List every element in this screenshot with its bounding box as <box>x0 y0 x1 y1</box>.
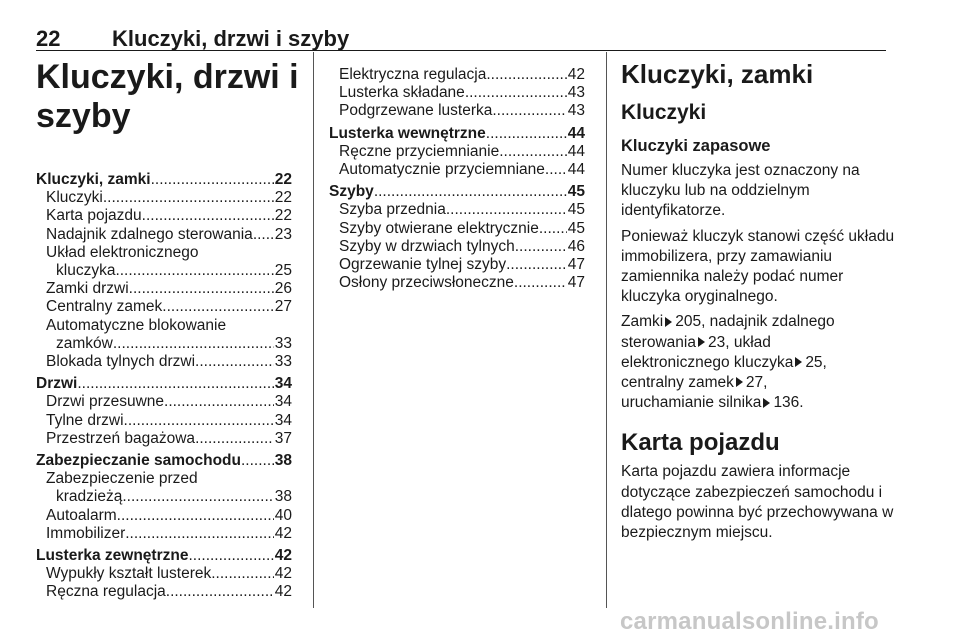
toc-section[interactable]: Drzwi ..... 34 <box>36 375 292 393</box>
toc-entry[interactable]: Lusterka składane ..... 43 <box>329 84 585 102</box>
toc-entry[interactable]: Kluczyki ..... 22 <box>36 189 292 207</box>
toc-column-1 <box>36 171 292 602</box>
toc-entry-line: Układ elektronicznego <box>46 243 199 261</box>
toc-entry[interactable]: kradzieżą ..... 38 <box>36 488 292 506</box>
toc-entry-line: Automatyczne blokowanie <box>46 316 227 334</box>
toc-entry[interactable]: Immobilizer ..... 42 <box>36 525 292 543</box>
toc-section[interactable]: Lusterka zewnętrzne ..... 42 <box>36 547 292 565</box>
page-link[interactable]: 205, nadajnik zdalnego <box>675 313 835 331</box>
toc-entry[interactable]: kluczyka ..... 25 <box>36 262 292 280</box>
paragraph: Karta pojazdu zawiera informacje dotyczące zabezpieczeń samochodu i dlatego powinna być przechowywana w bezpiecznym miejscu. <box>621 463 894 542</box>
content-column <box>621 58 896 543</box>
toc-entry[interactable]: Szyby otwierane elektrycznie ..... 45 <box>329 220 585 238</box>
toc-entry[interactable]: Centralny zamek ..... 27 <box>36 298 292 316</box>
subsection-heading: Kluczyki <box>621 101 707 124</box>
toc-entry[interactable]: Drzwi przesuwne ..... 34 <box>36 393 292 411</box>
toc-entry[interactable]: Autoalarm ..... 40 <box>36 507 292 525</box>
toc-entry[interactable]: Przestrzeń bagażowa ..... 37 <box>36 430 292 448</box>
cross-references: Zamki 205, nadajnik zdalnego sterowania 23, układ elektronicznego kluczyka 25, centralny zamek 27, uruchamianie silnika 136. <box>621 313 835 412</box>
toc-entry[interactable]: Szyba przednia ..... 45 <box>329 201 585 219</box>
page-ref-arrow-icon <box>698 337 705 347</box>
toc-entry[interactable]: Szyby w drzwiach tylnych ..... 46 <box>329 238 585 256</box>
page-ref-arrow-icon <box>665 317 672 327</box>
section-heading: Karta pojazdu <box>621 429 780 457</box>
toc-entry[interactable]: zamków ..... 33 <box>36 335 292 353</box>
toc-entry[interactable]: Nadajnik zdalnego sterowania ..... 23 <box>36 226 292 244</box>
chapter-title: Kluczyki, drzwi i szyby <box>36 58 299 135</box>
paragraph: Numer kluczyka jest oznaczony na kluczyku lub na oddzielnym identyfikatorze. <box>621 162 860 220</box>
page-link[interactable]: 23, układ <box>707 333 771 351</box>
page-link[interactable]: 25, <box>805 353 827 371</box>
toc-entry[interactable]: Wypukły kształt lusterek ..... 42 <box>36 565 292 583</box>
toc-section[interactable]: Zabezpieczanie samochodu ..... 38 <box>36 452 292 470</box>
toc-entry[interactable]: Karta pojazdu ..... 22 <box>36 207 292 225</box>
toc-entry[interactable]: Ręczne przyciemnianie ..... 44 <box>329 143 585 161</box>
page-header <box>36 20 886 51</box>
toc-entry[interactable]: Automatycznie przyciemniane ..... 44 <box>329 161 585 179</box>
section-heading: Kluczyki, zamki <box>621 59 814 89</box>
toc-entry-line: Zabezpieczenie przed <box>46 470 198 488</box>
toc-entry[interactable]: Podgrzewane lusterka ..... 43 <box>329 102 585 120</box>
toc-section[interactable]: Lusterka wewnętrzne ..... 44 <box>329 125 585 143</box>
toc-column-2 <box>329 66 585 292</box>
page-number: 22 <box>36 26 61 51</box>
toc-entry[interactable]: Zamki drzwi ..... 26 <box>36 280 292 298</box>
page-ref-arrow-icon <box>763 398 770 408</box>
page-link[interactable]: 27, <box>745 374 768 392</box>
toc-entry[interactable]: Elektryczna regulacja ..... 42 <box>329 66 585 84</box>
column-divider <box>606 52 607 608</box>
running-title: Kluczyki, drzwi i szyby <box>112 26 350 51</box>
toc-entry[interactable]: Osłony przeciwsłoneczne ..... 47 <box>329 274 585 292</box>
paragraph: Ponieważ kluczyk stanowi część układu immobilizera, przy zamawianiu zamiennika należy podać numer kluczyka oryginalnego. <box>621 227 895 306</box>
toc-entry[interactable]: Ręczna regulacja ..... 42 <box>36 583 292 601</box>
subsubsection-heading: Kluczyki zapasowe <box>621 137 771 155</box>
toc-section[interactable]: Kluczyki, zamki ..... 22 <box>36 171 292 189</box>
toc-section[interactable]: Szyby ..... 45 <box>329 183 585 201</box>
watermark: carmanualsonline.info <box>620 608 879 635</box>
toc-entry[interactable]: Ogrzewanie tylnej szyby ..... 47 <box>329 256 585 274</box>
page-ref-arrow-icon <box>736 377 743 387</box>
toc-entry[interactable]: Blokada tylnych drzwi ..... 33 <box>36 353 292 371</box>
toc-entry[interactable]: Tylne drzwi ..... 34 <box>36 412 292 430</box>
page-link[interactable]: 136. <box>773 394 804 412</box>
page-ref-arrow-icon <box>795 357 802 367</box>
column-divider <box>313 52 314 608</box>
